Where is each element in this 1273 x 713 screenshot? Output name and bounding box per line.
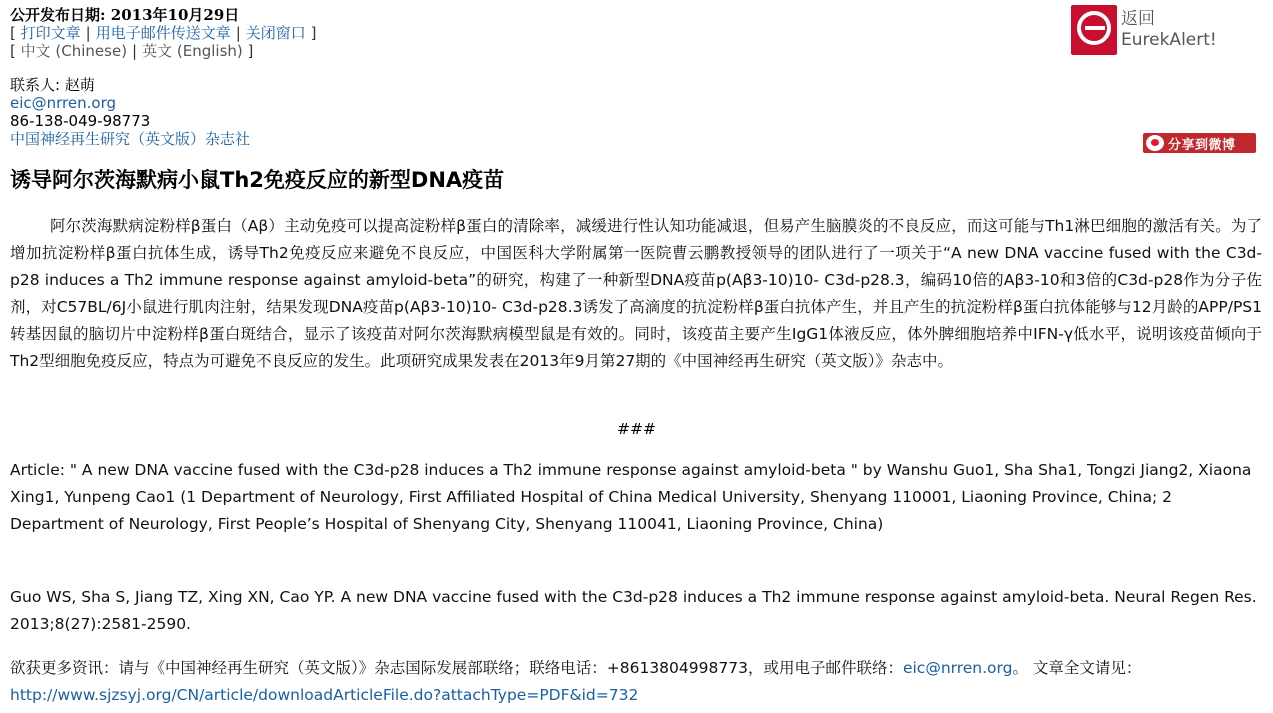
eurekalert-e-icon bbox=[1071, 5, 1117, 55]
open-bracket: [ bbox=[10, 42, 16, 60]
print-article-link[interactable]: 打印文章 bbox=[20, 24, 81, 42]
article-paragraph-summary: 阿尔茨海默病淀粉样β蛋白（Aβ）主动免疫可以提高淀粉样β蛋白的清除率，减缓进行性认知功能减退，但易产生脑膜炎的不良反应，而这可能与Th1淋巴细胞的激活有关。为了增加抗淀粉样β蛋白抗体生成，诱导Th2免疫反应来避免不良反应，中国医科大学附属第一医院曹云鹏教授领导的团队进行了一项关于“A new DNA vaccine fused with the C3d-p28 induces a Th2 immune response against amyloid-beta”的研究，构建了一种新型DNA疫苗p(Aβ3-10)10- C3d-p28.3，编码10倍的Aβ3-10和3倍的C3d-p28作为分子佐剂，对C57BL/6J小鼠进行肌肉注射，结果发现DNA疫苗p(Aβ3-10)10- C3d-p28.3诱发了高滴度的抗淀粉样β蛋白抗体产生，并且产生的抗淀粉样β蛋白抗体能够与12月龄的APP/PS1转基因鼠的脑切片中淀粉样β蛋白斑结合，显示了该疫苗对阿尔茨海默病模型鼠是有效的。同时，该疫苗主要产生IgG1体液反应，体外脾细胞培养中IFN-γ低水平，说明该疫苗倾向于Th2型细胞免疫反应，特点为可避免不良反应的发生。此项研究成果发表在2013年9月第27期的《中国神经再生研究（英文版）》杂志中。 bbox=[10, 217, 1262, 370]
article-title: 诱导阿尔茨海默病小鼠Th2免疫反应的新型DNA疫苗 bbox=[10, 167, 505, 192]
email-article-link[interactable]: 用电子邮件传送文章 bbox=[95, 24, 231, 42]
lang-english-link[interactable]: 英文 (English) bbox=[142, 42, 243, 60]
weibo-icon bbox=[1146, 135, 1164, 151]
eurekalert-logo[interactable] bbox=[1071, 5, 1231, 55]
article-paragraph-citation-full: Article: " A new DNA vaccine fused with the C3d-p28 induces a Th2 immune response against amyloid-beta " by Wanshu Guo1, Sha Sha1, Tongzi Jiang2, Xiaona Xing1, Yunpeng Cao1 (1 Department of Neurology, First Affiliated Hospital of China Medical University, Shenyang 110001, Liaoning Province, China; 2 Department of Neurology, First People’s Hospital of Shenyang City, Shenyang 110041, Liaoning Province, China) bbox=[10, 461, 1252, 533]
share-weibo-label: 分享到微博 bbox=[1168, 137, 1236, 153]
lang-chinese-current: 中文 (Chinese) bbox=[20, 42, 128, 60]
full-text-link[interactable]: http://www.sjzsyj.org/CN/article/downloadArticleFile.do?attachType=PDF&id=732 bbox=[10, 686, 639, 704]
article-paragraph-reference: Guo WS, Sha S, Jiang TZ, Xing XN, Cao YP. A new DNA vaccine fused with the C3d-p28 induces a Th2 immune response against amyloid-beta. Neural Regen Res. 2013;8(27):2581-2590. bbox=[10, 588, 1257, 633]
contact-email-link[interactable]: eic@nrren.org bbox=[10, 94, 116, 112]
logo-text bbox=[1121, 9, 1217, 51]
contact-email-inline-link[interactable]: eic@nrren.org bbox=[902, 659, 1013, 677]
contact-phone: 86-138-049-98773 bbox=[10, 112, 151, 130]
contact-block bbox=[10, 76, 250, 148]
close-window-link[interactable]: 关闭窗口 bbox=[245, 24, 306, 42]
logo-back-label: 返回 bbox=[1121, 9, 1155, 29]
separator: | bbox=[235, 24, 241, 42]
contact-person: 联系人: 赵萌 bbox=[10, 76, 95, 94]
contact-org-link[interactable]: 中国神经再生研究（英文版）杂志社 bbox=[10, 130, 251, 148]
logo-brand-label: EurekAlert! bbox=[1121, 30, 1217, 50]
separator: | bbox=[132, 42, 138, 60]
share-weibo-button[interactable] bbox=[1143, 133, 1256, 153]
article-paragraph-contact-info: 欲获更多资讯：请与《中国神经再生研究（英文版）》杂志国际发展部联络；联络电话：+8613804998773，或用电子邮件联络：eic@nrren.org。 文章全文请见：http://www.sjzsyj.org/CN/article/downloadArticleFile.do?attachType=PDF&id=732 bbox=[10, 659, 1142, 704]
open-bracket: [ bbox=[10, 24, 16, 42]
language-switch bbox=[10, 40, 253, 61]
release-date: 公开发布日期: 2013年10月29日 bbox=[10, 6, 240, 24]
close-bracket: ] bbox=[310, 24, 317, 42]
section-separator: ### bbox=[617, 420, 656, 438]
separator: | bbox=[85, 24, 91, 42]
close-bracket: ] bbox=[247, 42, 254, 60]
